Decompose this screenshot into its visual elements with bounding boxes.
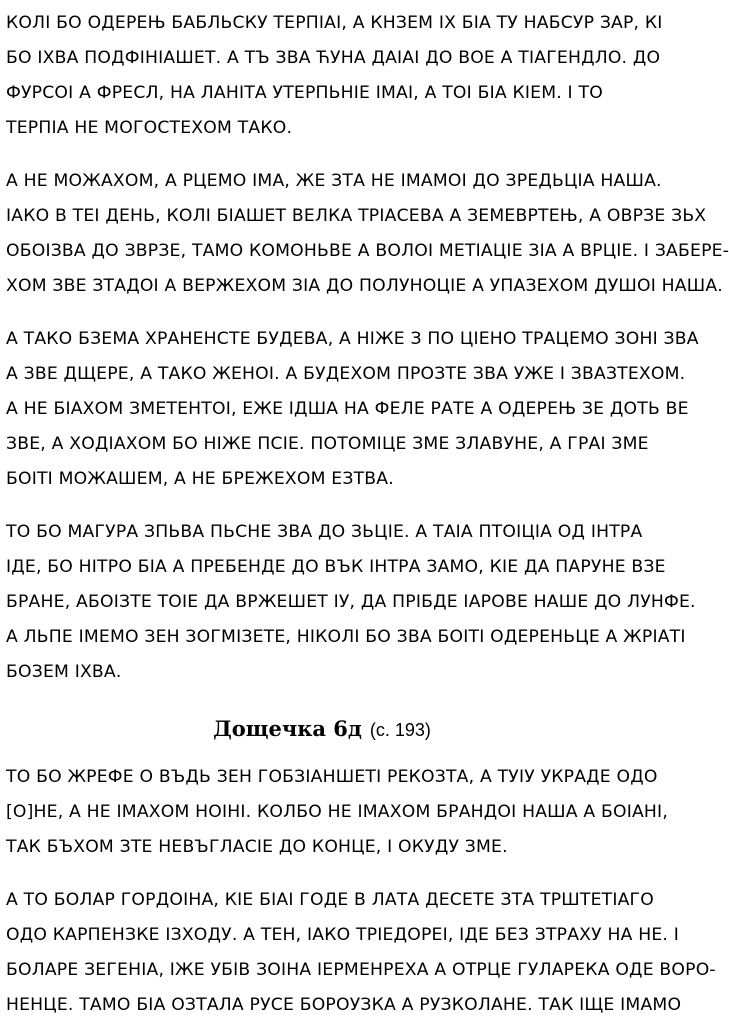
text-line: ТАК БЪХОМ ЗТЕ НЕВЪГЛАСІЕ ДО КОНЦЕ, І ОКУДУ ЗМЕ. bbox=[6, 837, 508, 857]
text-line: БО ІХВА ПОДФІНIАШЕТ. А ТЪ ЗВА ЋУНА ДАІАІ ДО ВОЕ А ТІАГЕНДЛО. ДО bbox=[6, 48, 661, 68]
text-line: ФУРСОІ А ФРЕСЛ, НА ЛАНІТА УТЕРПЬНІЕ ІМАІ, А ТОІ БІА КІЕМ. І ТО bbox=[6, 83, 603, 103]
text-line: А НЕ МОЖАХОМ, А РЦЕМО ІМА, ЖЕ ЗТА НЕ ІМАМОІ ДО ЗРЕДЬЦІА НАША. bbox=[6, 171, 662, 191]
text-line: БОІТІ МОЖАШЕМ, А НЕ БРЕЖЕХОМ ЕЗТВА. bbox=[6, 469, 394, 489]
paragraph bbox=[6, 515, 696, 690]
paragraph bbox=[6, 883, 716, 1023]
text-line: ХОМ ЗВЕ ЗТАДОІ А ВЕРЖЕХОМ ЗІА ДО ПОЛУНОЦІЕ А УПАЗЕХОМ ДУШОІ НАША. bbox=[6, 276, 723, 296]
text-line: НЕНЦЕ. ТАМО БІА ОЗТАЛА РУСЕ БОРОУЗКА А РУЗКОЛАНЕ. ТАК ІЩЕ ІМАМО bbox=[6, 995, 682, 1015]
text-line: БРАНЕ, АБОІЗТЕ ТОІЕ ДА ВРЖЕШЕТ ІУ, ДА ПРІБДЕ ІАРОВЕ НАШЕ ДО ЛУНФЕ. bbox=[6, 592, 696, 612]
paragraph bbox=[6, 6, 663, 146]
text-line: А ТО БОЛАР ГОРДОІНА, КІЕ БІАІ ГОДЕ В ЛАТА ДЕСЕТЕ ЗТА ТРШТЕТІАГО bbox=[6, 890, 654, 910]
text-line: ОБОІЗВА ДО ЗВРЗЕ, ТАМО КОМОНЬВЕ А ВОЛОІ МЕТІАЦІЕ ЗІА А ВРЦІЕ. І ЗАБЕРE- bbox=[6, 241, 729, 261]
text-line: ІАКО В ТЕІ ДЕНЬ, КОЛІ БІАШЕТ ВЕЛКА ТРІАСЕВА А ЗЕМЕВРТЕЊ, А ОВРЗЕ ЗЬХ bbox=[6, 206, 707, 226]
text-block-top bbox=[6, 6, 729, 690]
text-line: БОЛАРЕ ЗЕГЕНІА, ІЖЕ УБІВ ЗОІНА ІЕРМЕНРЕХА А ОТРЦЕ ГУЛАРЕКА ОДЕ ВОРО- bbox=[6, 960, 716, 980]
text-line: ТЕРПІА НЕ МОГОСТЕХОМ ТАКО. bbox=[6, 118, 293, 138]
text-line: ТО БО МАГУРА ЗПЬВА ПЬСНЕ ЗВА ДО ЗЬЦІЕ. А ТАІА ПТОІЦІА ОД ІНТРА bbox=[6, 522, 643, 542]
paragraph bbox=[6, 322, 699, 497]
paragraph bbox=[6, 760, 668, 865]
paragraph bbox=[6, 164, 729, 304]
text-line: А НЕ БІАХОМ ЗМЕТЕНТОІ, ЕЖЕ ІДША НА ФЕЛE РАТЕ А ОДЕРЕЊ ЗЕ ДОТЬ ВЕ bbox=[6, 399, 689, 419]
text-line: [О]НЕ, А НЕ ІМАХОМ НОІНІ. КОЛБО НЕ ІМАХОМ БРАНДОІ НАША А БОІАНІ, bbox=[6, 802, 668, 822]
section-heading bbox=[6, 712, 638, 746]
text-block-bottom bbox=[6, 760, 716, 1023]
text-line: ОДО КАРПЕНЗКЕ ІЗХОДУ. А ТЕН, ІАКО ТРІЕДОРЕІ, ІДЕ БЕЗ ЗТРАХУ НА НЕ. І bbox=[6, 925, 679, 945]
text-line: ТО БО ЖРЕФЕ О ВЪДЬ ЗЕН ГОБЗІАНШЕТІ РЕКОЗТА, А ТУІУ УКРАДЕ ОДО bbox=[6, 767, 658, 787]
text-line: А ТАКО БЗЕМА ХРАНЕНСТЕ БУДЕВА, А НІЖЕ З ПО ЦІЕНО ТРАЦЕМО ЗОНІ ЗВА bbox=[6, 329, 699, 349]
text-line: А ЗВЕ ДЩЕРЕ, А ТАКО ЖЕНОІ. А БУДЕХОМ ПРОЗТЕ ЗВА УЖЕ І ЗВАЗТЕХОМ. bbox=[6, 364, 686, 384]
text-line: КОЛІ БО ОДЕРЕЊ БАБЛЬСКУ ТЕРПІАІ, А КНЗЕМ ІХ БІА ТУ НАБСУР ЗАР, КІ bbox=[6, 13, 663, 33]
text-line: А ЛЬПЕ ІМЕМО ЗЕН ЗОГМІЗЕТЕ, НІКОЛІ БО ЗВА БОІТІ ОДЕРЕНЬЦЕ А ЖРІАТІ bbox=[6, 627, 686, 647]
heading-page-ref: (с. 193) bbox=[369, 720, 431, 740]
text-line: БОЗЕМ ІХВА. bbox=[6, 662, 122, 682]
text-line: ЗВЕ, А ХОДІАХОМ БО НІЖЕ ПСІЕ. ПОТОМІЦЕ ЗМЕ ЗЛАВУНЕ, А ГРАІ ЗМЕ bbox=[6, 434, 649, 454]
text-line: ІДЕ, БО НІТРО БІА А ПРЕБЕНДЕ ДО ВЪК ІНТРА ЗАМО, КІЕ ДА ПАРУНЕ ВЗЕ bbox=[6, 557, 666, 577]
heading-title: Дощечка 6д bbox=[213, 716, 362, 741]
